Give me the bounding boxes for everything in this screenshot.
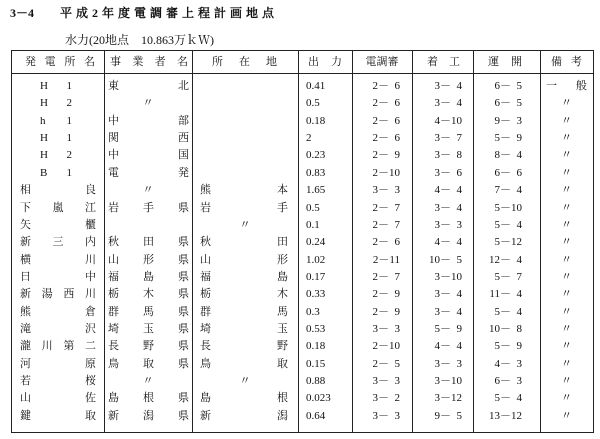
plant-cell: 矢櫃 — [20, 218, 96, 231]
start-cell: 3－ 4 — [434, 97, 462, 110]
note-cell: 〃 — [561, 201, 572, 214]
location-cell: 熊本 — [200, 184, 288, 197]
output-cell: 0.33 — [306, 288, 326, 301]
table-row — [12, 78, 593, 95]
header-location: 所在地 — [212, 56, 277, 68]
operator-cell: 東北 — [108, 80, 189, 92]
output-cell: 0.17 — [306, 270, 326, 283]
column-divider — [298, 51, 299, 432]
note-cell: 〃 — [561, 270, 572, 283]
header-review: 電調審 — [365, 56, 399, 68]
location-cell: 福島 — [200, 270, 288, 283]
start-cell: 3－ 8 — [434, 149, 462, 162]
table-row — [12, 113, 593, 130]
location-cell: 鳥取 — [200, 357, 288, 370]
review-cell: 2－ 6 — [372, 236, 400, 249]
output-cell: 1.65 — [306, 184, 326, 197]
location-cell — [192, 95, 298, 112]
location-cell — [192, 165, 298, 182]
output-cell: 0.5 — [306, 97, 320, 110]
output-cell: 1.02 — [306, 253, 326, 266]
output-cell: 0.15 — [306, 357, 326, 370]
plant-cell: 滝沢 — [20, 323, 96, 336]
table-row — [12, 356, 593, 373]
start-cell: 3－ 4 — [434, 201, 462, 214]
operation-cell: 6－ 5 — [494, 80, 522, 92]
review-cell: 2－ 9 — [372, 305, 400, 318]
note-cell: 〃 — [561, 166, 572, 179]
column-divider — [352, 51, 353, 432]
operator-cell: 関西 — [108, 132, 189, 145]
output-cell: 0.64 — [306, 409, 326, 422]
table-header — [12, 51, 593, 74]
note-cell: 〃 — [561, 253, 572, 266]
operation-cell: 11－ 4 — [489, 288, 522, 301]
output-cell: 0.24 — [306, 236, 326, 249]
operator-cell: 秋田県 — [108, 236, 189, 249]
table-row — [12, 408, 593, 425]
note-cell: 〃 — [561, 184, 572, 197]
note-cell: 〃 — [561, 132, 572, 145]
operation-cell: 6－ 5 — [494, 97, 522, 110]
plant-cell: 新湯西川 — [20, 288, 96, 301]
plant-cell: 河原 — [20, 357, 96, 370]
plant-cell: h 1 — [40, 114, 72, 127]
plant-cell: 下嵐江 — [20, 201, 96, 214]
start-cell: 4－ 4 — [434, 184, 462, 197]
operator-cell: 長野県 — [108, 340, 189, 353]
table-body — [12, 74, 593, 425]
review-cell: 2－ 7 — [372, 218, 400, 231]
start-cell: 3－ 3 — [434, 218, 462, 231]
header-start: 着工 — [427, 56, 460, 68]
review-cell: 3－ 3 — [372, 184, 400, 197]
document-subtitle: 水力(20地点 10.863万ｋＷ) — [65, 33, 214, 47]
table-row — [12, 304, 593, 321]
location-cell: 栃木 — [200, 288, 288, 301]
start-cell: 5－ 9 — [434, 323, 462, 336]
plant-cell: 山佐 — [20, 392, 96, 405]
header-output: 出力 — [308, 56, 342, 68]
start-cell: 10－ 5 — [429, 253, 462, 266]
operation-cell: 5－ 7 — [494, 270, 522, 283]
table-row — [12, 147, 593, 164]
note-cell: 〃 — [561, 409, 572, 422]
review-cell: 3－ 2 — [372, 392, 400, 405]
location-cell: 山形 — [200, 253, 288, 266]
start-cell: 3－ 6 — [434, 166, 462, 179]
location-cell: 群馬 — [200, 305, 288, 318]
start-cell: 3－ 3 — [434, 357, 462, 370]
operation-cell: 5－ 4 — [494, 218, 522, 231]
plant-cell: 熊倉 — [20, 305, 96, 318]
column-divider — [104, 51, 105, 432]
table-row — [12, 373, 593, 390]
location-cell — [192, 113, 298, 130]
table-row — [12, 95, 593, 112]
note-cell: 〃 — [561, 305, 572, 318]
start-cell: 3－12 — [434, 392, 462, 405]
review-cell: 3－ 3 — [372, 375, 400, 388]
output-cell: 0.18 — [306, 340, 326, 353]
start-cell: 3－ 4 — [434, 288, 462, 301]
operation-cell: 4－ 3 — [494, 357, 522, 370]
location-cell — [192, 147, 298, 164]
plan-table — [11, 50, 594, 433]
operator-cell: 埼玉県 — [108, 323, 189, 336]
note-cell: 〃 — [561, 236, 572, 249]
operator-cell: 新潟県 — [108, 409, 189, 422]
output-cell: 0.18 — [306, 114, 326, 127]
operator-cell: 島根県 — [108, 392, 189, 405]
plant-cell: B 1 — [40, 166, 72, 179]
operation-cell: 9－ 3 — [494, 114, 522, 127]
location-cell: 秋田 — [200, 236, 288, 249]
table-row — [12, 269, 593, 286]
start-cell: 4－10 — [434, 114, 462, 127]
table-row — [12, 165, 593, 182]
output-cell: 0.41 — [306, 80, 326, 92]
review-cell: 2－ 9 — [372, 288, 400, 301]
start-cell: 4－ 4 — [434, 340, 462, 353]
review-cell: 2－11 — [372, 253, 400, 266]
operator-cell — [104, 217, 192, 234]
operation-cell: 12－ 4 — [489, 253, 522, 266]
operation-cell: 10－ 8 — [489, 323, 522, 336]
review-cell: 2－ 6 — [372, 97, 400, 110]
output-cell: 0.023 — [306, 392, 331, 405]
operator-cell: 鳥取県 — [108, 357, 189, 370]
plant-cell: 横川 — [20, 253, 96, 266]
operation-cell: 6－ 3 — [494, 375, 522, 388]
operation-cell: 5－ 9 — [494, 132, 522, 145]
note-cell: 〃 — [561, 218, 572, 231]
plant-cell: 相良 — [20, 184, 96, 197]
table-row — [12, 234, 593, 251]
column-divider — [473, 51, 474, 432]
plant-cell: 若桜 — [20, 375, 96, 388]
output-cell: 0.53 — [306, 323, 326, 336]
plant-cell: H 2 — [40, 149, 72, 162]
location-cell: 〃 — [239, 375, 251, 388]
location-cell: 島根 — [200, 392, 288, 405]
plant-cell: H 1 — [40, 132, 72, 145]
start-cell: 3－10 — [434, 375, 462, 388]
review-cell: 2－ 6 — [372, 114, 400, 127]
plant-cell: 瀧川第二 — [20, 340, 96, 353]
review-cell: 2－ 6 — [372, 132, 400, 145]
operator-cell: 福島県 — [108, 270, 189, 283]
operator-cell: 〃 — [142, 375, 154, 388]
note-cell: 〃 — [561, 149, 572, 162]
review-cell: 2－10 — [372, 340, 400, 353]
operator-cell: 栃木県 — [108, 288, 189, 301]
start-cell: 3－10 — [434, 270, 462, 283]
operation-cell: 8－ 4 — [494, 149, 522, 162]
header-note: 備考 — [551, 56, 582, 68]
table-row — [12, 200, 593, 217]
note-cell: 一般 — [546, 80, 587, 92]
table-row — [12, 390, 593, 407]
note-cell: 〃 — [561, 357, 572, 370]
start-cell: 9－ 5 — [434, 409, 462, 422]
section-number: 3－4 — [10, 6, 35, 20]
column-divider — [192, 51, 193, 432]
review-cell: 2－ 5 — [372, 357, 400, 370]
table-row — [12, 130, 593, 147]
output-cell: 2 — [306, 132, 312, 145]
start-cell: 3－ 4 — [434, 305, 462, 318]
note-cell: 〃 — [561, 97, 572, 110]
column-divider — [412, 51, 413, 432]
operator-cell: 〃 — [142, 184, 154, 197]
location-cell: 長野 — [200, 340, 288, 353]
output-cell: 0.3 — [306, 305, 320, 318]
table-row — [12, 321, 593, 338]
output-cell: 0.5 — [306, 201, 320, 214]
output-cell: 0.23 — [306, 149, 326, 162]
operation-cell: 5－ 4 — [494, 392, 522, 405]
output-cell: 0.88 — [306, 375, 326, 388]
operation-cell: 5－ 4 — [494, 305, 522, 318]
review-cell: 2－ 7 — [372, 201, 400, 214]
note-cell: 〃 — [561, 114, 572, 127]
operation-cell: 5－12 — [494, 236, 522, 249]
plant-cell: 日中 — [20, 270, 96, 283]
note-cell: 〃 — [561, 340, 572, 353]
operation-cell: 7－ 4 — [494, 184, 522, 197]
operation-cell: 5－10 — [494, 201, 522, 214]
location-cell: 岩手 — [200, 201, 288, 214]
location-cell: 新潟 — [200, 409, 288, 422]
review-cell: 2－ 7 — [372, 270, 400, 283]
location-cell — [192, 78, 298, 95]
operator-cell: 中国 — [108, 149, 189, 162]
output-cell: 0.1 — [306, 218, 320, 231]
operator-cell: 中部 — [108, 114, 189, 127]
note-cell: 〃 — [561, 323, 572, 336]
operator-cell: 岩手県 — [108, 201, 189, 214]
plant-cell: 新三内 — [20, 236, 96, 249]
note-cell: 〃 — [561, 288, 572, 301]
review-cell: 2－ 9 — [372, 149, 400, 162]
plant-cell: H 2 — [40, 97, 72, 110]
table-row — [12, 252, 593, 269]
operation-cell: 13－12 — [489, 409, 522, 422]
operation-cell: 6－ 6 — [494, 166, 522, 179]
table-row — [12, 217, 593, 234]
review-cell: 2－10 — [372, 166, 400, 179]
operator-cell: 群馬県 — [108, 305, 189, 318]
start-cell: 4－ 4 — [434, 236, 462, 249]
plant-cell: 鍵取 — [20, 409, 96, 422]
location-cell — [192, 130, 298, 147]
location-cell: 〃 — [239, 218, 251, 231]
note-cell: 〃 — [561, 375, 572, 388]
column-divider — [540, 51, 541, 432]
table-row — [12, 286, 593, 303]
review-cell: 3－ 3 — [372, 409, 400, 422]
start-cell: 3－ 4 — [434, 80, 462, 92]
location-cell: 埼玉 — [200, 323, 288, 336]
header-operation: 運開 — [488, 56, 522, 68]
plant-cell: H 1 — [40, 80, 72, 92]
review-cell: 2－ 6 — [372, 80, 400, 92]
start-cell: 3－ 7 — [434, 132, 462, 145]
header-operator: 事業者名 — [110, 56, 188, 68]
operator-cell: 電発 — [108, 166, 189, 179]
operator-cell: 山形県 — [108, 253, 189, 266]
document-title — [10, 4, 278, 21]
header-plant: 発電所名 — [25, 56, 95, 68]
table-row — [12, 182, 593, 199]
operator-cell: 〃 — [142, 97, 154, 110]
output-cell: 0.83 — [306, 166, 326, 179]
title-text: 平成2年度電調審上程計画地点 — [60, 6, 279, 20]
note-cell: 〃 — [561, 392, 572, 405]
review-cell: 3－ 3 — [372, 323, 400, 336]
table-row — [12, 338, 593, 355]
operation-cell: 5－ 9 — [494, 340, 522, 353]
